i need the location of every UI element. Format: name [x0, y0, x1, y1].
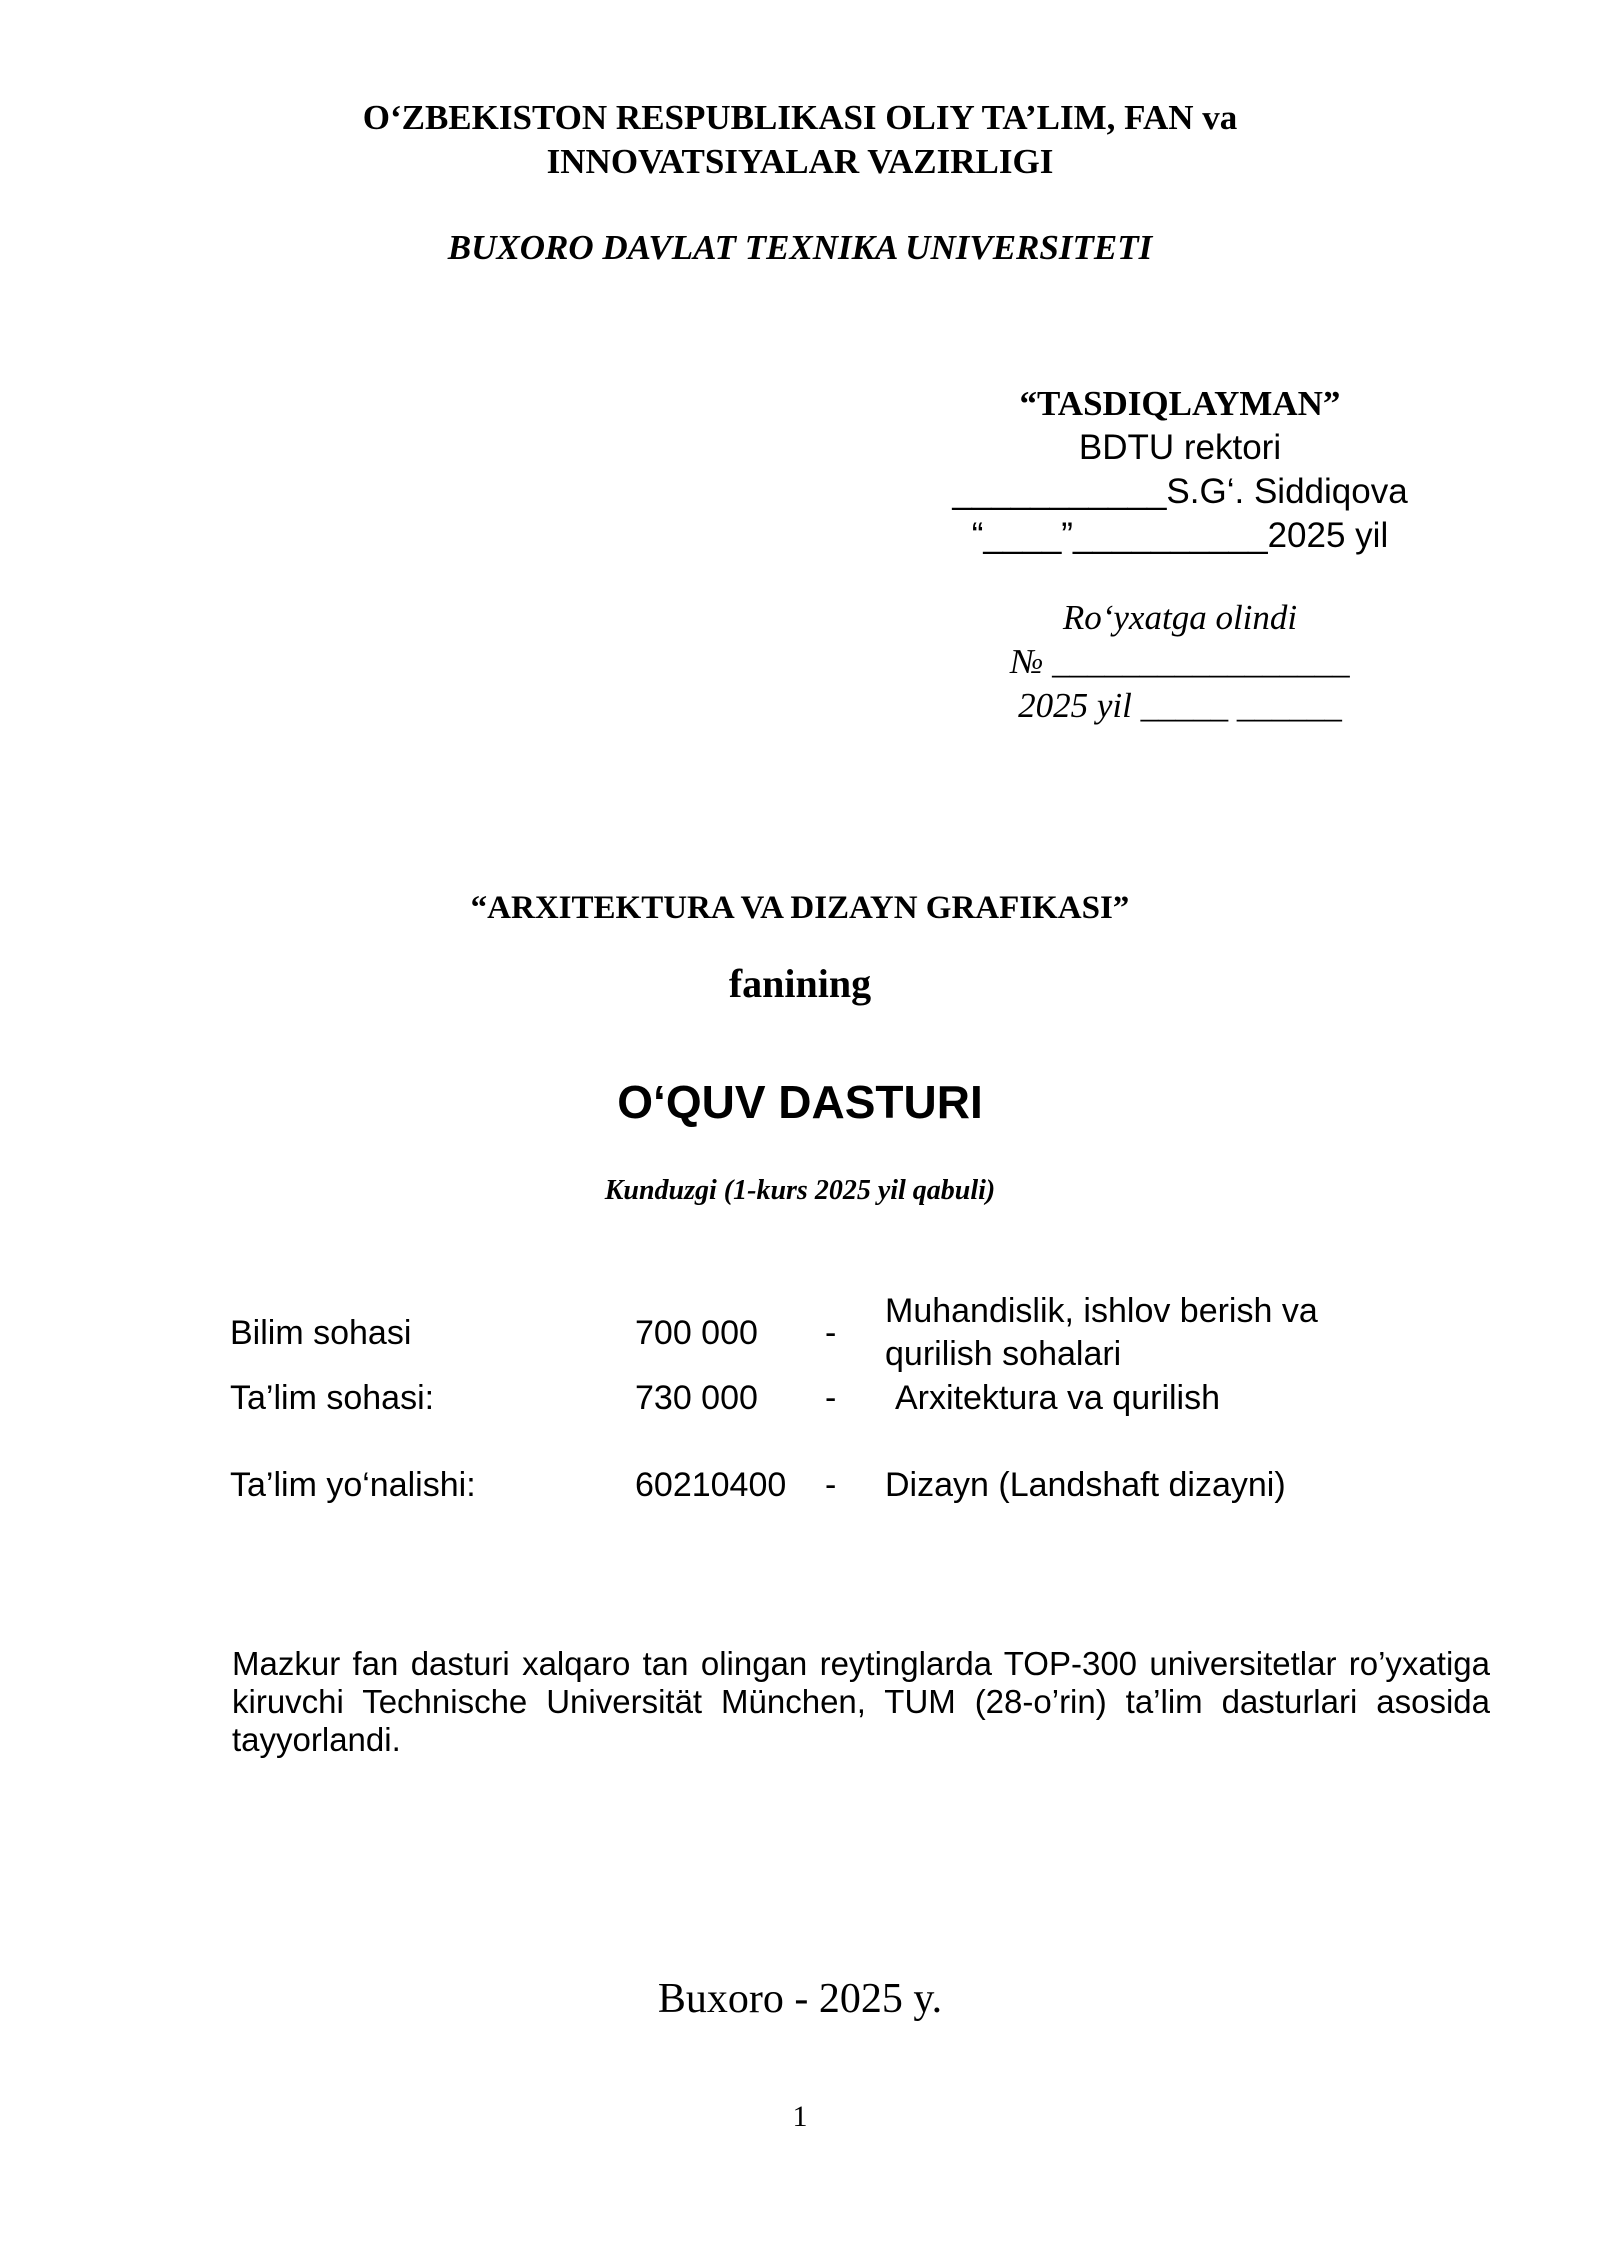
registration-block [930, 596, 1430, 728]
registration-year-line: 2025 yil _____ ______ [1018, 686, 1342, 725]
registration-title: Ro‘yxatga olindi [1062, 598, 1298, 637]
program-note: Mazkur fan dasturi xalqaro tan olingan reytinglarda TOP-300 universitetlar ro’yxatiga kiruvchi Technische Universität München, TUM (28-o’rin) ta’lim dasturlari asosida tayyorlandi. [232, 1645, 1490, 1758]
subject-of: fanining [728, 961, 872, 1006]
approval-date-line: “____”__________2025 yil [971, 516, 1389, 555]
registration-number-line: № _________________ [1010, 642, 1350, 681]
approval-position: BDTU rektori [1078, 428, 1282, 467]
info-value: Dizayn (Landshaft dizayni) [885, 1466, 1286, 1504]
info-value: Muhandislik, ishlov berish va qurilish sohalari [885, 1292, 1318, 1373]
subject-name: “ARXITEKTURA VA DIZAYN GRAFIKASI” [470, 890, 1130, 926]
ministry-heading [0, 96, 1600, 184]
info-label: Bilim sohasi [230, 1314, 412, 1352]
approval-title: “TASDIQLAYMAN” [1019, 384, 1341, 423]
info-code: 60210400 [635, 1466, 787, 1504]
ministry-line-1: O‘ZBEKISTON RESPUBLIKASI OLIY TA’LIM, FAN va [362, 98, 1238, 137]
page-number: 1 [792, 2100, 808, 2133]
study-form: Kunduzgi (1-kurs 2025 yil qabuli) [604, 1175, 996, 1206]
info-code: 700 000 [635, 1314, 758, 1352]
info-code: 730 000 [635, 1379, 758, 1417]
university-name: BUXORO DAVLAT TEXNIKA UNIVERSITETI [447, 228, 1153, 267]
approval-block [930, 382, 1430, 558]
info-label: Ta’lim sohasi: [230, 1379, 435, 1417]
city-year: Buxoro - 2025 y. [657, 1976, 943, 2022]
info-dash: - [825, 1314, 837, 1352]
info-dash: - [825, 1379, 837, 1417]
info-dash: - [825, 1466, 837, 1504]
document-title: O‘QUV DASTURI [617, 1076, 983, 1128]
ministry-line-2: INNOVATSIYALAR VAZIRLIGI [546, 142, 1054, 181]
info-value: Arxitektura va qurilish [895, 1379, 1221, 1417]
info-label: Ta’lim yo‘nalishi: [230, 1466, 476, 1504]
approval-signature-line: ___________S.G‘. Siddiqova [952, 472, 1408, 511]
